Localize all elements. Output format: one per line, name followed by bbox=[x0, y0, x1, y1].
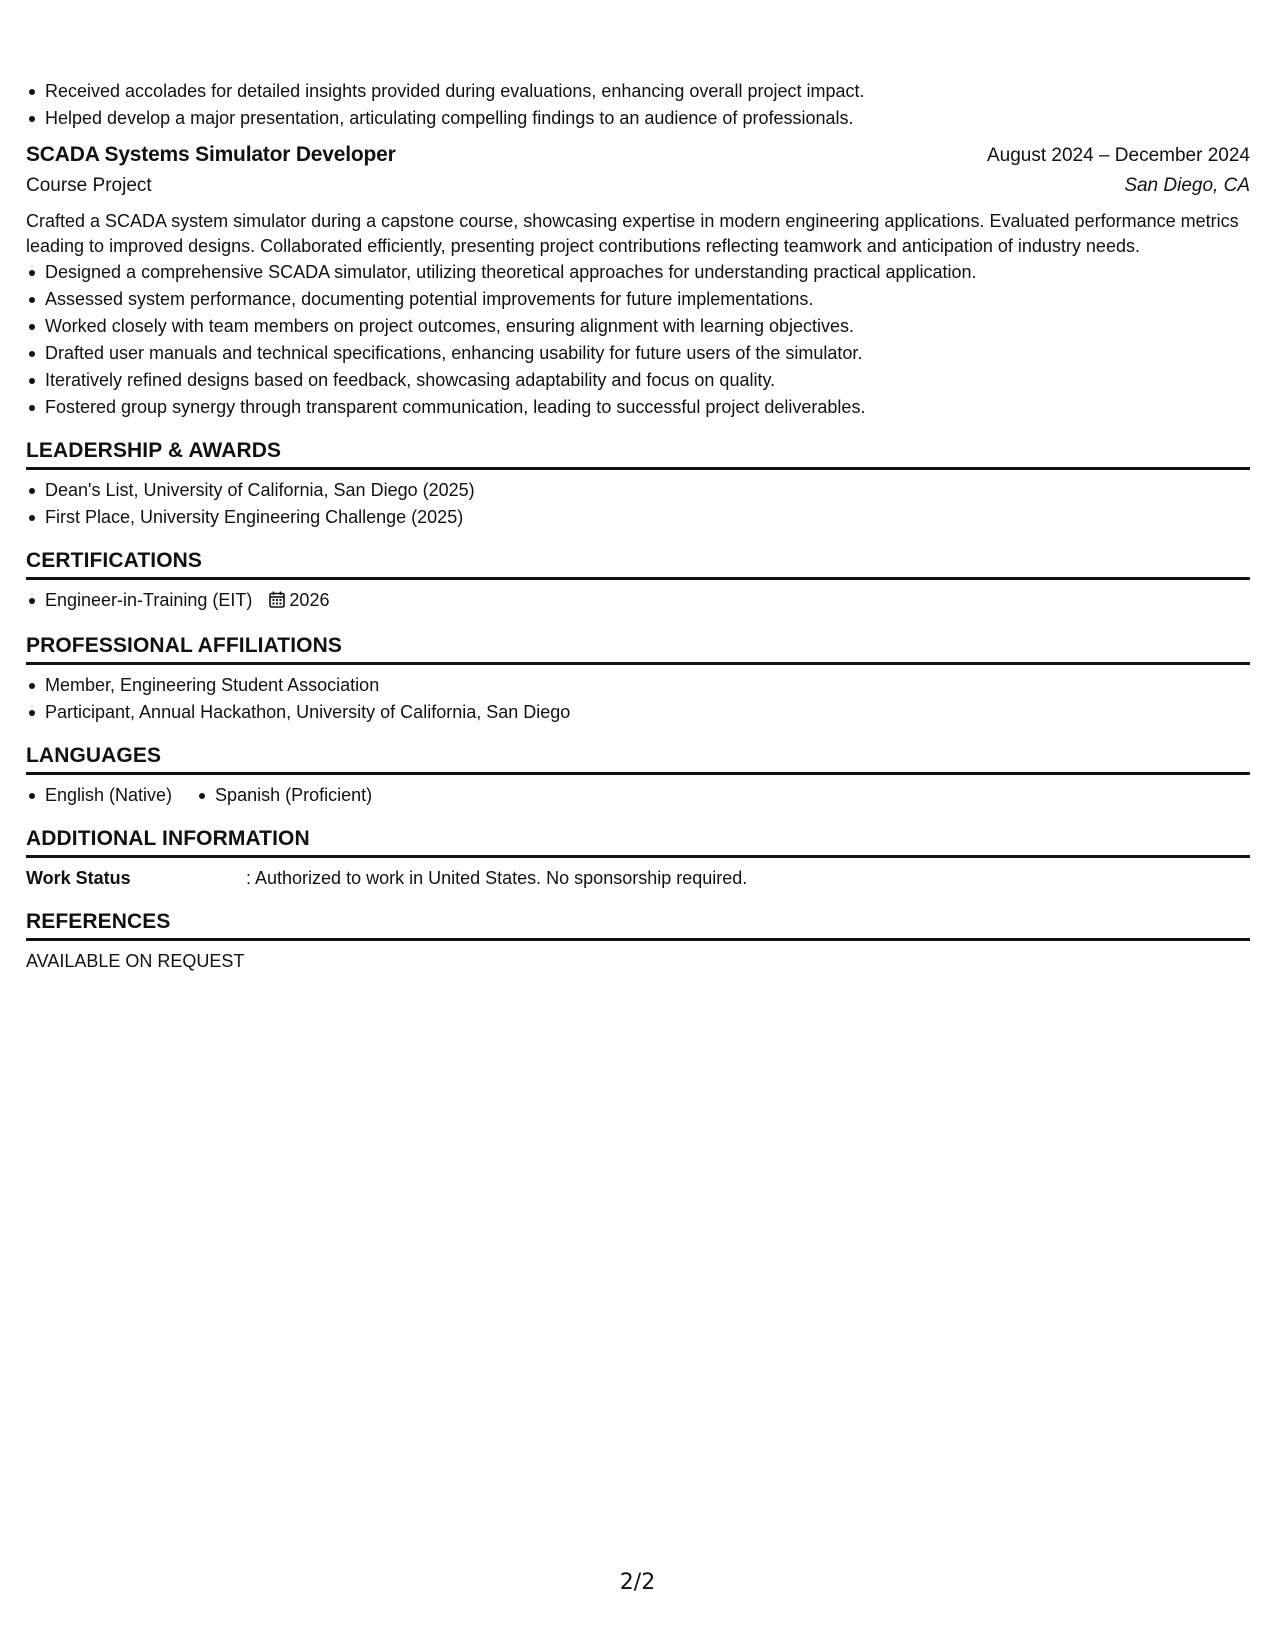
certification-item bbox=[26, 587, 1250, 616]
list-item: Worked closely with team members on project outcomes, ensuring alignment with learning objectives. bbox=[26, 313, 1250, 340]
certifications-list bbox=[26, 587, 1250, 616]
section-title-languages: LANGUAGES bbox=[26, 744, 1250, 775]
list-item: Iteratively refined designs based on feedback, showcasing adaptability and focus on quality. bbox=[26, 367, 1250, 394]
project-subheader bbox=[26, 175, 1250, 207]
project-dates: August 2024 – December 2024 bbox=[986, 145, 1250, 166]
work-status-label: Work Status bbox=[26, 868, 131, 888]
list-item: Dean's List, University of California, San Diego (2025) bbox=[26, 477, 1250, 504]
references-text: AVAILABLE ON REQUEST bbox=[26, 951, 245, 971]
project-location: San Diego, CA bbox=[1124, 175, 1250, 196]
list-item: Fostered group synergy through transparent communication, leading to successful project deliverables. bbox=[26, 394, 1250, 421]
project-bullets bbox=[26, 259, 1250, 421]
language-item: Spanish (Proficient) bbox=[196, 782, 372, 809]
section-title-references: REFERENCES bbox=[26, 910, 1250, 941]
section-title-leadership: LEADERSHIP & AWARDS bbox=[26, 439, 1250, 470]
list-item: Member, Engineering Student Association bbox=[26, 672, 1250, 699]
languages-list bbox=[26, 782, 1250, 809]
work-status-row bbox=[26, 865, 1250, 892]
language-item: English (Native) bbox=[26, 782, 172, 809]
calendar-icon bbox=[269, 589, 285, 616]
section-title-certifications: CERTIFICATIONS bbox=[26, 549, 1250, 580]
list-item: Helped develop a major presentation, articulating compelling findings to an audience of professionals. bbox=[26, 105, 1250, 132]
project-title: SCADA Systems Simulator Developer bbox=[26, 143, 396, 166]
certification-year: 2026 bbox=[289, 590, 330, 610]
list-item: Drafted user manuals and technical specifications, enhancing usability for future users of the simulator. bbox=[26, 340, 1250, 367]
list-item: First Place, University Engineering Challenge (2025) bbox=[26, 504, 1250, 531]
work-status-value: : Authorized to work in United States. No sponsorship required. bbox=[246, 868, 748, 888]
certification-name: Engineer-in-Training (EIT) bbox=[45, 590, 253, 610]
section-title-additional-information: ADDITIONAL INFORMATION bbox=[26, 827, 1250, 858]
project-description: Crafted a SCADA system simulator during a capstone course, showcasing expertise in modern engineering applications. Evaluated performance metrics leading to improved designs. Collaborated efficiently, presenting project contributions reflecting teamwork and anticipation of industry needs. bbox=[26, 211, 1239, 256]
list-item: Designed a comprehensive SCADA simulator, utilizing theoretical approaches for understanding practical application. bbox=[26, 259, 1250, 286]
leadership-list bbox=[26, 477, 1250, 531]
page-number: 2/2 bbox=[619, 1570, 656, 1595]
project-header bbox=[26, 143, 1250, 175]
resume-page bbox=[26, 78, 1250, 975]
list-item: Assessed system performance, documenting potential improvements for future implementations. bbox=[26, 286, 1250, 313]
affiliations-list bbox=[26, 672, 1250, 726]
section-title-affiliations: PROFESSIONAL AFFILIATIONS bbox=[26, 634, 1250, 665]
list-item: Participant, Annual Hackathon, University of California, San Diego bbox=[26, 699, 1250, 726]
list-item: Received accolades for detailed insights provided during evaluations, enhancing overall project impact. bbox=[26, 78, 1250, 105]
project-org: Course Project bbox=[26, 175, 152, 196]
previous-role-bullets bbox=[26, 78, 1250, 132]
